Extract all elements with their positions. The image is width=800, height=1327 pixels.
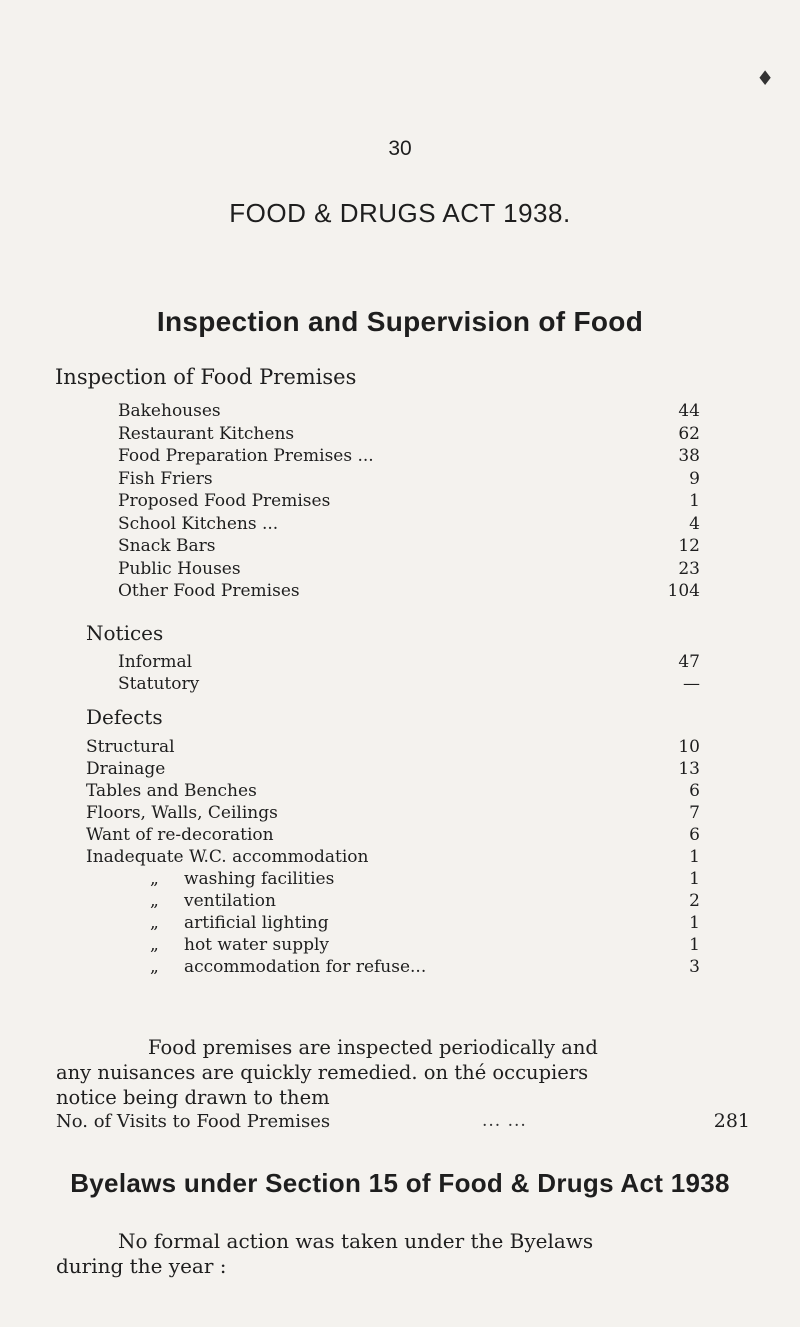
row-label: Fish Friers (118, 468, 213, 489)
table-row (0, 758, 800, 781)
row-label: Drainage (86, 759, 166, 779)
section-heading-inspection: Inspection and Supervision of Food (156, 306, 644, 337)
defects-heading: Defects (86, 705, 163, 729)
ditto-mark: „ (150, 957, 159, 977)
row-label: Tables and Benches (86, 781, 257, 801)
ditto-mark: „ (150, 913, 159, 933)
paragraph-line-3: notice being drawn to them (56, 1086, 330, 1109)
table-row (0, 868, 800, 891)
table-row (0, 535, 800, 558)
row-value: 1 (689, 913, 700, 933)
table-row (0, 558, 800, 581)
row-value: 2 (689, 891, 700, 911)
row-value: 6 (689, 781, 700, 801)
document-title: FOOD & DRUGS ACT 1938. (229, 198, 571, 228)
table-row (0, 956, 800, 979)
table-row (0, 513, 800, 536)
row-label: washing facilities (184, 869, 335, 889)
row-value: 1 (689, 847, 700, 867)
row-value: 9 (689, 468, 700, 489)
row-value: 12 (678, 536, 700, 556)
paragraph-line-2: any nuisances are quickly remedied. on thé occupiers (56, 1061, 589, 1084)
table-row (0, 846, 800, 869)
row-value: 7 (689, 803, 700, 823)
row-value: 1 (689, 491, 700, 511)
visits-value: 281 (713, 1110, 750, 1132)
table-row (0, 490, 800, 513)
row-value: 23 (678, 558, 700, 579)
row-label: artificial lighting (184, 913, 329, 933)
corner-mark: ♦ (756, 66, 774, 90)
visits-leader: ... ... (482, 1111, 527, 1131)
row-value: 62 (678, 423, 700, 444)
row-value: 47 (678, 652, 700, 672)
row-label: hot water supply (184, 935, 330, 955)
row-label: accommodation for refuse... (184, 957, 427, 977)
row-label: Informal (118, 652, 193, 672)
table-row (0, 780, 800, 803)
row-value: — (683, 674, 700, 694)
row-label: Snack Bars (118, 536, 216, 556)
page-number: 30 (388, 137, 412, 160)
table-row (0, 736, 800, 759)
row-label: Structural (86, 737, 175, 757)
ditto-mark: „ (150, 869, 159, 889)
table-row (0, 651, 800, 674)
table-row (0, 673, 800, 696)
row-value: 38 (678, 446, 700, 466)
paragraph-line-1: Food premises are inspected periodically and (148, 1036, 598, 1059)
byelaws-line-1: No formal action was taken under the Byelaws (118, 1229, 594, 1253)
row-value: 1 (689, 869, 700, 889)
ditto-mark: „ (150, 935, 159, 955)
row-label: Other Food Premises (118, 581, 300, 601)
table-row (0, 580, 800, 603)
table-row (0, 890, 800, 913)
row-value: 10 (678, 737, 700, 757)
row-value: 6 (689, 825, 700, 845)
table-row (0, 802, 800, 825)
table-row (0, 468, 800, 491)
row-label: Want of re-decoration (86, 825, 274, 845)
section-heading-byelaws: Byelaws under Section 15 of Food & Drugs Act 1938 (70, 1168, 730, 1198)
byelaws-line-2: during the year : (56, 1254, 227, 1278)
row-label: Inadequate W.C. accommodation (86, 847, 369, 867)
table-row (0, 912, 800, 935)
row-label: Floors, Walls, Ceilings (86, 803, 278, 823)
row-value: 104 (667, 581, 700, 601)
ditto-mark: „ (150, 891, 159, 911)
row-value: 1 (689, 935, 700, 955)
row-label: School Kitchens ... (118, 513, 279, 534)
row-value: 44 (678, 401, 700, 421)
row-label: Proposed Food Premises (118, 491, 331, 511)
row-value: 4 (689, 513, 700, 534)
table-row (0, 423, 800, 446)
table-row (0, 445, 800, 468)
notices-heading: Notices (86, 621, 164, 645)
row-label: Food Preparation Premises ... (118, 446, 374, 466)
row-label: Public Houses (118, 558, 241, 579)
table-row (0, 400, 800, 423)
row-label: ventilation (184, 891, 276, 911)
visits-row (0, 1110, 800, 1133)
subheading-food-premises: Inspection of Food Premises (55, 365, 357, 389)
row-label: Bakehouses (118, 401, 221, 421)
row-label: Restaurant Kitchens (118, 423, 295, 444)
visits-label: No. of Visits to Food Premises (56, 1111, 331, 1132)
table-row (0, 824, 800, 847)
row-value: 3 (689, 957, 700, 977)
table-row (0, 934, 800, 957)
row-label: Statutory (118, 674, 200, 694)
row-value: 13 (678, 759, 700, 779)
